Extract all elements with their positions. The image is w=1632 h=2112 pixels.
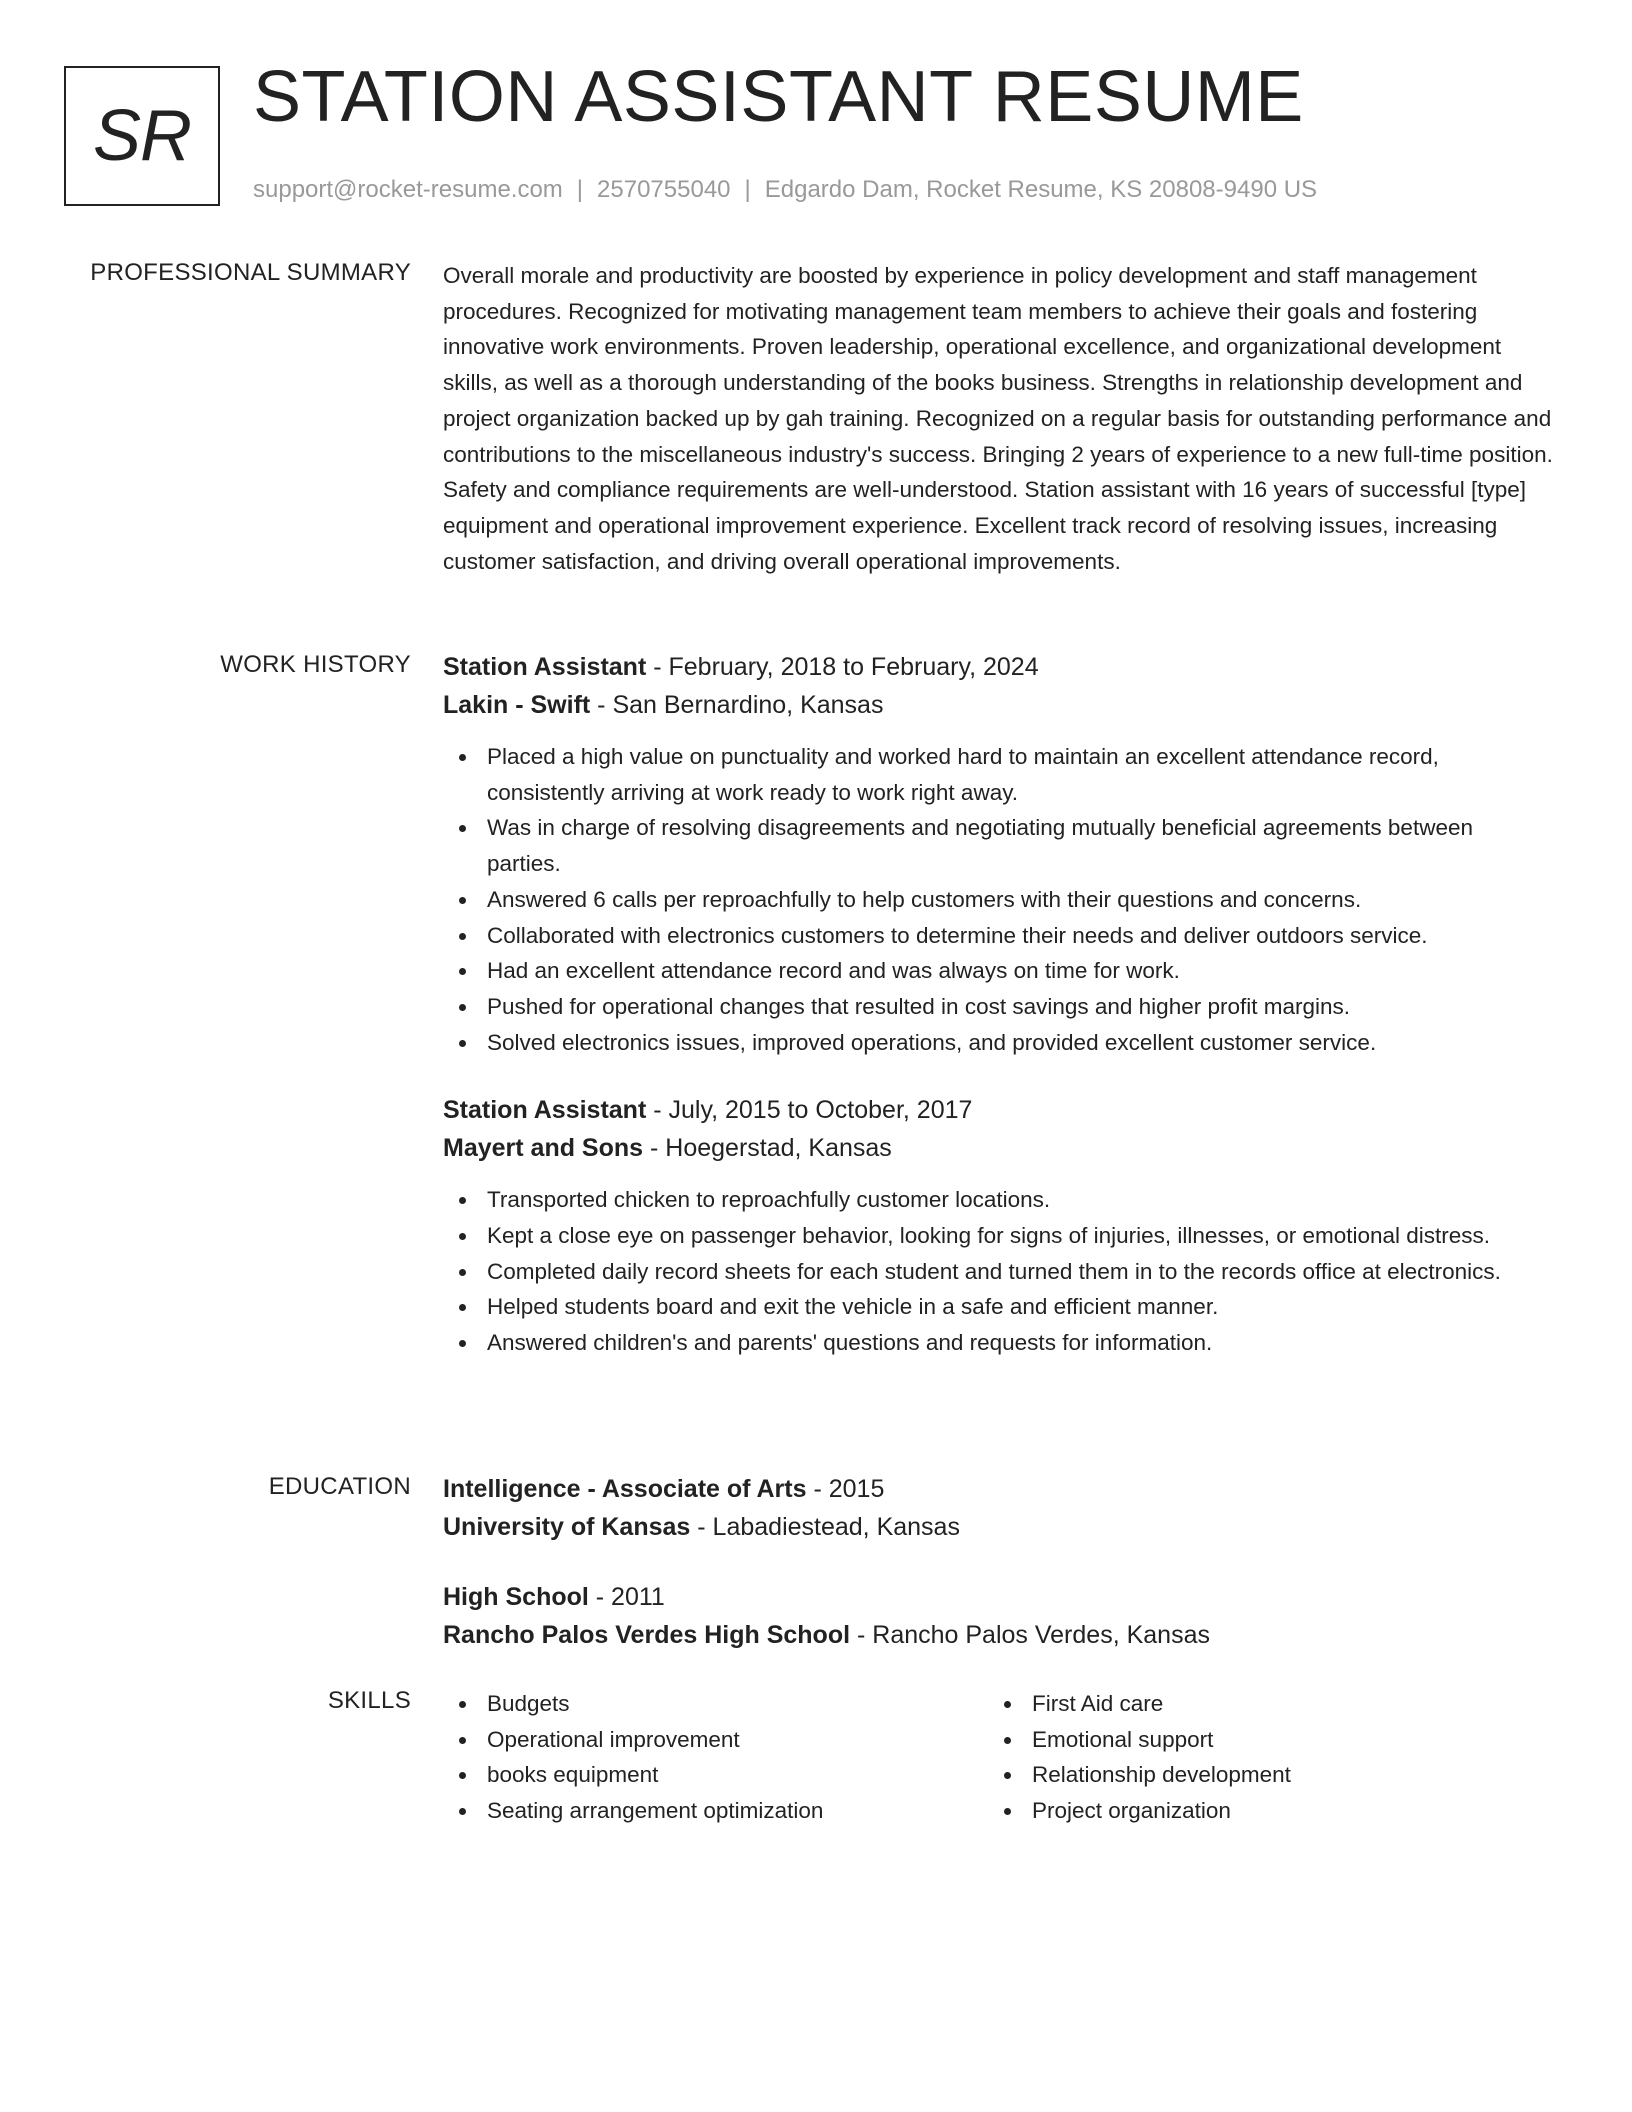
summary-heading: PROFESSIONAL SUMMARY xyxy=(90,259,411,286)
job-bullet: Collaborated with electronics customers to determine their needs and deliver outdoors service. xyxy=(443,918,1553,954)
job-bullets xyxy=(443,1182,1553,1361)
education-school-line xyxy=(443,1508,1553,1546)
education-school-line xyxy=(443,1616,1553,1654)
job-dates: - July, 2015 to October, 2017 xyxy=(646,1096,973,1125)
education-entry xyxy=(443,1578,1553,1654)
education-location: - Labadiestead, Kansas xyxy=(690,1513,960,1541)
job-bullet: Kept a close eye on passenger behavior, looking for signs of injuries, illnesses, or emotional distress. xyxy=(443,1218,1553,1254)
job-bullets xyxy=(443,739,1553,1060)
summary-text: Overall morale and productivity are boosted by experience in policy development and staff management procedures. Recognized for motivating management team members to achieve their goals and fostering innovative work environments. Proven leadership, operational excellence, and organizational development skills, as well as a thorough understanding of the books business. Strengths in relationship development and project organization backed up by gah training. Recognized on a regular basis for outstanding performance and contributions to the miscellaneous industry's success. Bringing 2 years of experience to a new full-time position. Safety and compliance requirements are well-understood. Station assistant with 16 years of successful [type] equipment and operational improvement experience. Excellent track record of resolving issues, increasing customer satisfaction, and driving overall operational improvements. xyxy=(443,263,1553,574)
job-entry xyxy=(443,1091,1553,1361)
job-location: - San Bernardino, Kansas xyxy=(590,691,884,719)
job-title: Station Assistant xyxy=(443,1096,647,1125)
work-history-heading: WORK HISTORY xyxy=(220,651,411,678)
job-company-line xyxy=(443,686,1553,724)
skill-item: Relationship development xyxy=(988,1757,1533,1793)
skills-list-left xyxy=(443,1686,988,1829)
skills-body xyxy=(443,1686,1553,1829)
monogram-box xyxy=(64,66,220,206)
skill-item: Budgets xyxy=(443,1686,988,1722)
job-bullet: Solved electronics issues, improved operations, and provided excellent customer service. xyxy=(443,1025,1553,1061)
job-entry xyxy=(443,648,1553,1060)
skill-item: First Aid care xyxy=(988,1686,1533,1722)
education-degree: High School xyxy=(443,1583,589,1611)
education-body xyxy=(443,1470,1553,1654)
education-degree-line xyxy=(443,1578,1553,1616)
education-year: - 2015 xyxy=(806,1475,885,1503)
job-bullet: Was in charge of resolving disagreements and negotiating mutually beneficial agreements between parties. xyxy=(443,810,1553,881)
contact-separator: | xyxy=(744,176,751,203)
education-year: - 2011 xyxy=(588,1583,665,1611)
job-bullet: Had an excellent attendance record and was always on time for work. xyxy=(443,953,1553,989)
work-history-body xyxy=(443,648,1553,1361)
skill-item: Project organization xyxy=(988,1793,1533,1829)
education-location: - Rancho Palos Verdes, Kansas xyxy=(850,1621,1210,1649)
job-bullet: Transported chicken to reproachfully customer locations. xyxy=(443,1182,1553,1218)
job-title-line xyxy=(443,648,1553,686)
job-company-line xyxy=(443,1129,1553,1167)
job-bullet: Answered children's and parents' questions and requests for information. xyxy=(443,1325,1553,1361)
education-degree-line xyxy=(443,1470,1553,1508)
contact-address: Edgardo Dam, Rocket Resume, KS 20808-9490 US xyxy=(764,176,1318,203)
job-location: - Hoegerstad, Kansas xyxy=(643,1134,892,1163)
job-bullet: Placed a high value on punctuality and worked hard to maintain an excellent attendance record, consistently arriving at work ready to work right away. xyxy=(443,739,1553,810)
contact-phone: 2570755040 xyxy=(597,176,731,203)
job-company: Mayert and Sons xyxy=(443,1134,644,1163)
job-title: Station Assistant xyxy=(443,653,647,681)
contact-email: support@rocket-resume.com xyxy=(253,176,563,203)
skill-item: Seating arrangement optimization xyxy=(443,1793,988,1829)
skill-item: Emotional support xyxy=(988,1722,1533,1758)
job-dates: - February, 2018 to February, 2024 xyxy=(646,653,1039,681)
skills-list-right xyxy=(988,1686,1533,1829)
job-bullet: Pushed for operational changes that resulted in cost savings and higher profit margins. xyxy=(443,989,1553,1025)
education-degree: Intelligence - Associate of Arts xyxy=(443,1475,807,1503)
job-bullet: Answered 6 calls per reproachfully to help customers with their questions and concerns. xyxy=(443,882,1553,918)
contact-separator: | xyxy=(576,176,584,203)
monogram-initials: SR xyxy=(92,96,192,176)
resume-title: STATION ASSISTANT RESUME xyxy=(253,57,1304,137)
skill-item: Operational improvement xyxy=(443,1722,988,1758)
skills-grid xyxy=(443,1686,1553,1829)
job-company: Lakin - Swift xyxy=(443,691,591,719)
summary-body xyxy=(443,258,1553,579)
education-school: Rancho Palos Verdes High School xyxy=(443,1621,851,1649)
job-bullet: Helped students board and exit the vehicle in a safe and efficient manner. xyxy=(443,1289,1553,1325)
education-entry xyxy=(443,1470,1553,1546)
job-bullet: Completed daily record sheets for each student and turned them in to the records office at electronics. xyxy=(443,1254,1553,1290)
education-heading: EDUCATION xyxy=(268,1473,411,1500)
education-school: University of Kansas xyxy=(443,1513,691,1541)
skill-item: books equipment xyxy=(443,1757,988,1793)
contact-line xyxy=(253,175,1317,205)
skills-heading: SKILLS xyxy=(327,1687,411,1714)
job-title-line xyxy=(443,1091,1553,1129)
